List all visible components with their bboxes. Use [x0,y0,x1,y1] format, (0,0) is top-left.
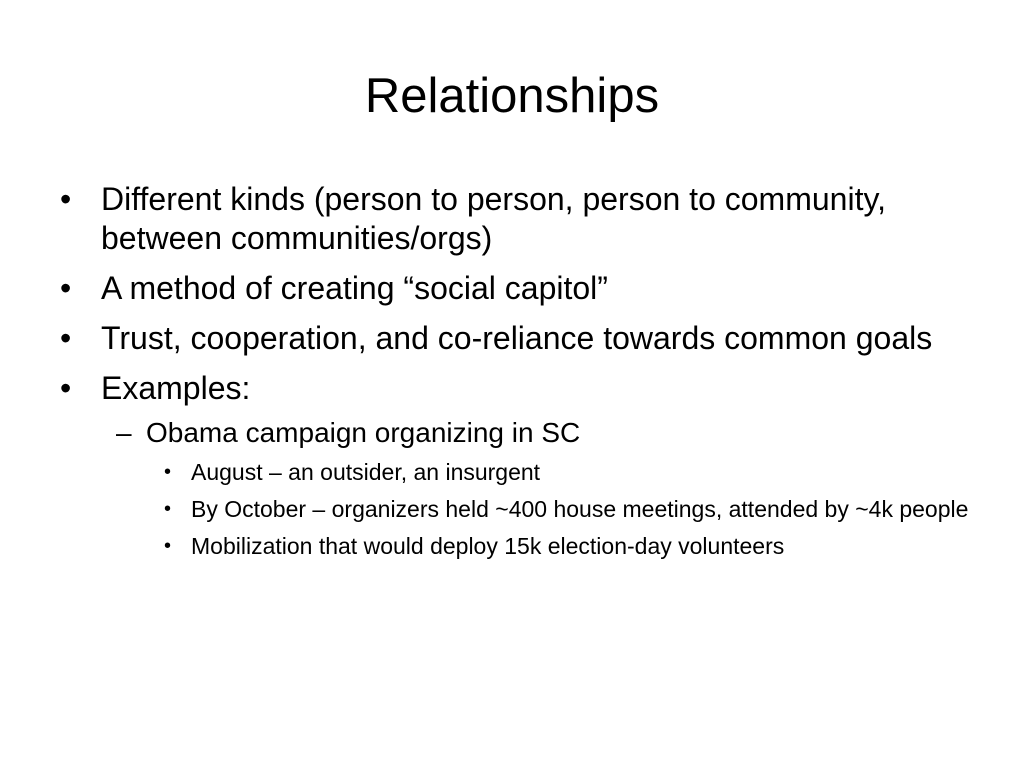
bullet-text: Examples: [101,370,251,406]
slide-title: Relationships [364,69,660,123]
sub-sub-bullet-item [60,495,980,524]
sub-sub-bullet-text: By October – organizers held ~400 house meetings, attended by ~4k people [191,496,969,522]
dash-icon: – [116,417,132,448]
bullet-item [60,180,980,258]
bullet-item [60,269,980,308]
sub-sub-bullet-item [60,532,980,561]
sub-sub-bullet-text: Mobilization that would deploy 15k election-day volunteers [191,533,785,559]
bullet-dot-icon: • [60,370,72,406]
bullet-dot-icon: • [164,535,172,557]
bullet-item [60,369,980,408]
sub-sub-bullet-text: August – an outsider, an insurgent [191,459,541,485]
bullet-text: Trust, cooperation, and co-reliance towards common goals [101,320,933,356]
sub-bullet-text: Obama campaign organizing in SC [146,417,581,448]
bullet-dot-icon: • [60,270,72,306]
bullet-item [60,319,980,358]
bullet-text: Different kinds (person to person, person to community, between communities/orgs) [101,181,886,256]
bullet-dot-icon: • [60,181,72,217]
bullet-text: A method of creating “social capitol” [101,270,608,306]
slide-body [60,180,980,569]
bullet-dot-icon: • [60,320,72,356]
sub-sub-bullet-item [60,458,980,487]
bullet-dot-icon: • [164,498,172,520]
sub-bullet-item [60,416,980,450]
bullet-dot-icon: • [164,461,172,483]
